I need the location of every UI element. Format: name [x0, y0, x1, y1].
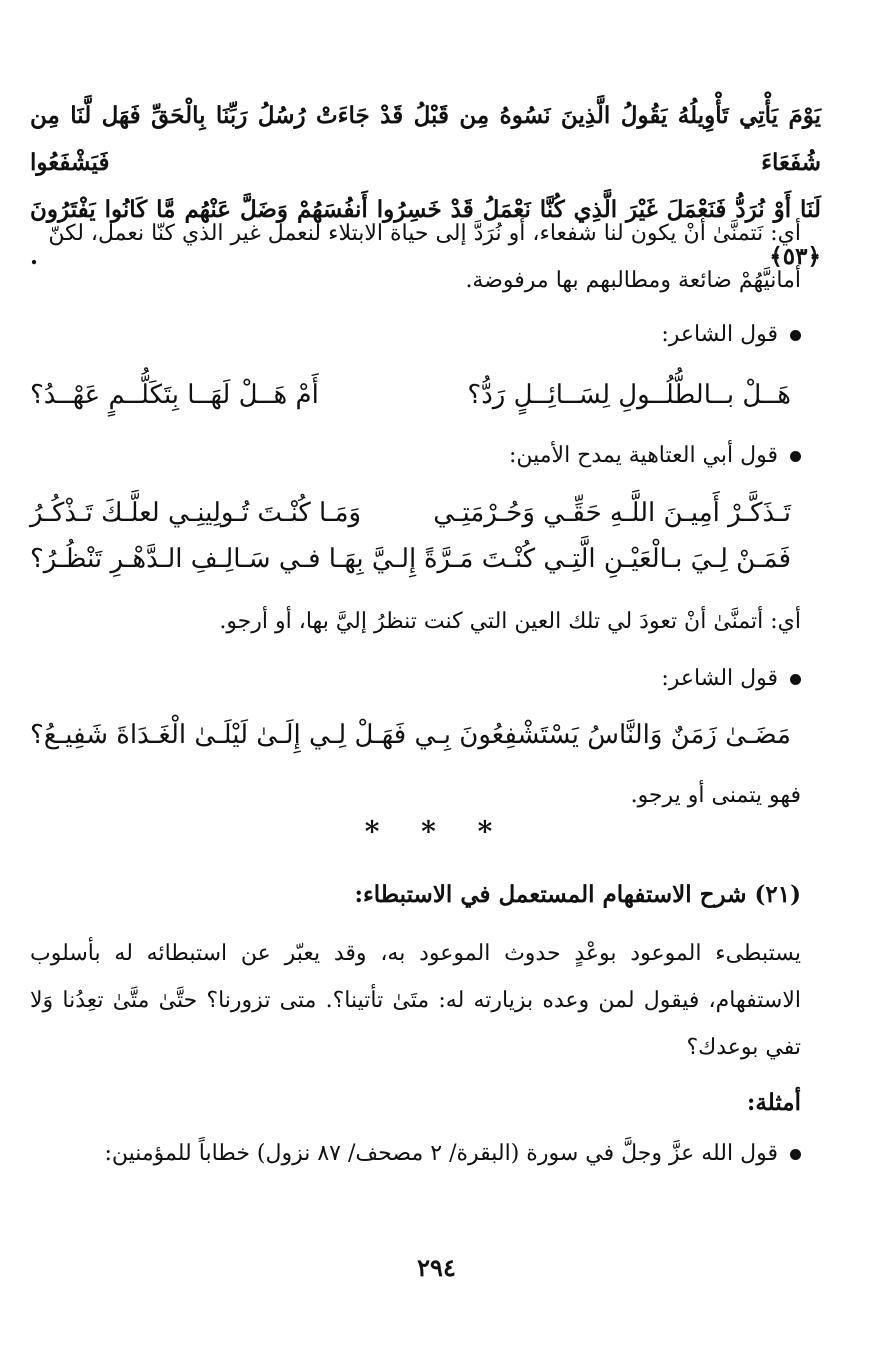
bullet-poet-2: [30, 662, 801, 696]
bullet-dot-icon: [790, 1149, 801, 1160]
section-separator: * * *: [364, 815, 509, 848]
quran-line-1: يَوْمَ يَأْتِي تَأْوِيلُهُ يَقُولُ الَّذِينَ نَسُوهُ مِن قَبْلُ قَدْ جَاءَتْ رُسُلُ رَبِّنَا بِالْحَقِّ فَهَل لَّنَا مِن شُفَعَاءَ فَيَشْفَعُوا: [30, 102, 821, 176]
bullet-abu-al-atahiya: [30, 439, 801, 473]
hemistich-first: مَضَـىٰ زَمَنٌ وَالنَّاسُ يَسْتَشْفِعُونَ بِـي: [414, 720, 791, 750]
explanation-paragraph-1: أي: نَتمنَّىٰ أنْ يكون لنا شفعاء، أو نُرَدَّ إلى حياة الابتلاء لنعمل غير الذي كنّا نعمل، لكنّ أمانيَّهُمْ ضائعة ومطالبهم بها مرفوضة.: [48, 221, 801, 293]
hemistich-first: فَمَـنْ لِـيَ بـالْعَيْـنِ الَّتِـي كُنْـتَ مَـرَّةً: [423, 544, 791, 574]
examples-heading: أمثلة:: [746, 1089, 801, 1116]
body-paragraph: يستبطىء الموعود بوعْدٍ حدوث الموعود به، وقد يعبّر عن استبطائه له بأسلوب الاستفهام، فيقول لمن وعده بزيارته له: متَىٰ تأتينا؟. متى تزورنا؟ حتَّىٰ متَّىٰ تعِدُنا وَلا تفي بوعدك؟: [30, 941, 801, 1060]
bullet-label: قول أبي العتاهية يمدح الأمين:: [508, 443, 778, 468]
explanation-paragraph-2: أي: أتمنَّىٰ أنْ تعودَ لي تلك العين التي كنت تنظرُ إليَّ بها، أو أرجو.: [219, 609, 801, 634]
bullet-label: قول الشاعر:: [661, 322, 778, 347]
section-heading: (٢١) شرح الاستفهام المستعمل في الاستبطاء:: [354, 881, 801, 908]
hemistich-second: إِلـيَّ بِهَـا فـي سَـالِـفِ الـدَّهْـرِ تَنْظُـرُ؟: [30, 544, 417, 574]
page-number: ٢٩٤: [417, 1253, 456, 1282]
hemistich-first: تَـذَكَّـرْ أَمِيـنَ اللَّـهِ حَقِّـي وَحُـرْمَتِـي: [433, 498, 791, 528]
bullet-label: قول الشاعر:: [661, 666, 778, 691]
bullet-dot-icon: [790, 451, 801, 462]
quran-line-2: لَنَا أَوْ نُرَدُّ فَنَعْمَلَ غَيْرَ الَّذِي كُنَّا نَعْمَلُ قَدْ خَسِرُوا أَنفُسَهُمْ وَضَلَّ عَنْهُم مَّا كَانُوا يَفْتَرُونَ ﴿٥٣﴾ .: [30, 196, 821, 270]
hemistich-second: وَمَـا كُنْـتَ تُـولِينِـي لعلَّـكَ تَـذْكُـرُ: [30, 498, 362, 528]
bullet-dot-icon: [790, 330, 801, 341]
bullet-quran-example: [30, 1130, 801, 1177]
hemistich-first: هَــلْ بــالطُّلُــولِ لِسَــائِــلٍ رَدُّ؟: [467, 380, 791, 410]
hemistich-second: فَهَـلْ لِـي إِلَـىٰ لَيْلَـىٰ الْغَـدَاةَ شَفِيـعُ؟: [30, 720, 407, 750]
explanation-paragraph-3: فهو يتمنى أو يرجو.: [630, 783, 801, 808]
hemistich-second: أَمْ هَــلْ لَهَــا بِتَكَلُّــمٍ عَهْــدُ؟: [30, 380, 319, 410]
bullet-poet-1: [30, 318, 801, 352]
bullet-dot-icon: [790, 674, 801, 685]
bullet-label: قول الله عزَّ وجلَّ في سورة (البقرة/ ٢ مصحف/ ٨٧ نزول) خطاباً للمؤمنين:: [104, 1141, 778, 1166]
